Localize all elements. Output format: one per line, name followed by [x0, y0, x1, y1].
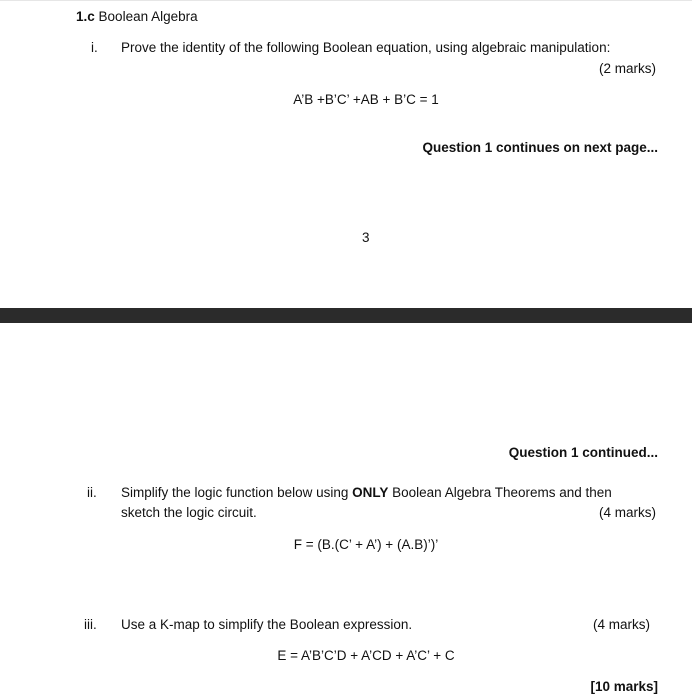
part-iii-equation: E = A’B’C’D + A’CD + A’C’ + C: [277, 648, 455, 663]
part-ii-marks: (4 marks): [599, 505, 656, 520]
page-number: 3: [362, 230, 370, 245]
continues-note: Question 1 continues on next page...: [422, 140, 658, 155]
part-ii-question: [121, 485, 612, 500]
continued-heading: Question 1 continued...: [508, 445, 658, 460]
part-ii-equation: F = (B.(C’ + A’) + (A.B)’)’: [293, 537, 439, 552]
page-break: [0, 308, 692, 323]
part-ii-question-pre: Simplify the logic function below using: [121, 485, 353, 500]
part-iii-numeral: iii.: [84, 617, 97, 632]
section-number: 1.c: [76, 9, 95, 24]
part-i-marks: (2 marks): [599, 61, 656, 76]
part-i-question: Prove the identity of the following Boolean equation, using algebraic manipulation:: [121, 40, 611, 55]
total-marks: [10 marks]: [590, 679, 658, 694]
part-ii-question-line2: sketch the logic circuit.: [121, 505, 257, 520]
section-title: Boolean Algebra: [98, 9, 198, 24]
part-i-numeral: i.: [91, 40, 98, 55]
part-ii-question-emphasis: ONLY: [352, 485, 389, 500]
part-iii-question: Use a K-map to simplify the Boolean expression.: [121, 617, 413, 632]
part-i-equation: A’B +B’C’ +AB + B’C = 1: [293, 92, 439, 107]
part-ii-question-post: Boolean Algebra Theorems and then: [388, 485, 612, 500]
part-iii-marks: (4 marks): [593, 617, 650, 632]
section-heading: [76, 9, 198, 24]
part-ii-numeral: ii.: [87, 485, 97, 500]
top-rule: [0, 0, 692, 1]
